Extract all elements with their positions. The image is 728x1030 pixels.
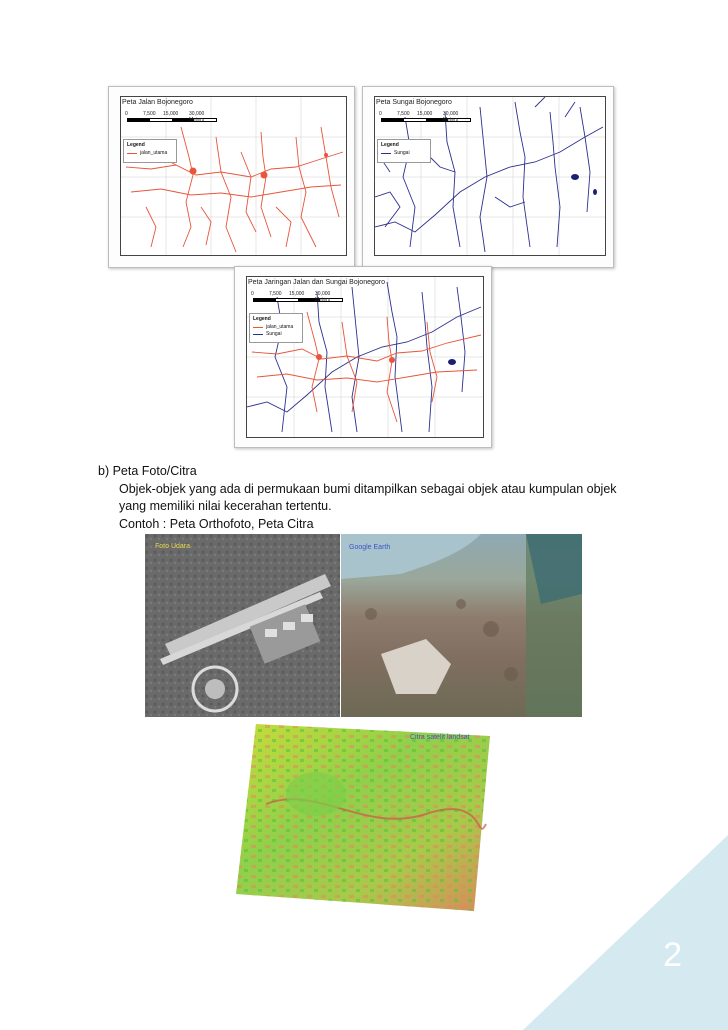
legend-item: [253, 324, 299, 330]
legend-title: Legend: [381, 142, 399, 148]
legend-item: [127, 150, 173, 156]
legend-swatch: [127, 153, 137, 154]
scale-label: 7,500: [397, 111, 410, 117]
road-map-title: Peta Jalan Bojonegoro: [122, 99, 193, 106]
google-earth-figure: [341, 534, 582, 717]
aerial-photo-label: Foto Udara: [155, 543, 191, 550]
page-number: 2: [663, 936, 682, 974]
scale-label: 7,500: [269, 291, 282, 297]
scale-label: 30,000 Meters: [315, 291, 331, 303]
scale-label: 0: [379, 111, 382, 117]
section-heading: b) Peta Foto/Citra: [98, 464, 197, 478]
scale-label: 0: [125, 111, 128, 117]
landsat-photo: [236, 724, 490, 911]
legend-swatch: [381, 153, 391, 154]
scale-label: 15,000: [289, 291, 305, 297]
landsat-figure: [236, 724, 490, 911]
legend-item: [253, 331, 299, 337]
road-map: [108, 86, 355, 268]
section-paragraph-line: Objek-objek yang ada di permukaan bumi ditampilkan sebagai objek atau kumpulan objek: [119, 481, 617, 496]
river-map-title: Peta Sungai Bojonegoro: [376, 99, 452, 106]
road-map-scale: [125, 111, 220, 125]
legend-item: [381, 150, 427, 156]
scale-label: 30,000 Meters: [443, 111, 459, 123]
google-earth-photo: [341, 534, 582, 717]
scale-label: 7,500: [143, 111, 156, 117]
aerial-photo: [145, 534, 340, 717]
section-example-line: Contoh : Peta Orthofoto, Peta Citra: [119, 516, 314, 531]
river-map: [362, 86, 614, 268]
page-corner-decoration: [523, 835, 728, 1030]
google-earth-label: Google Earth: [349, 544, 391, 551]
legend-label: Sungai: [394, 150, 410, 156]
scale-label: 0: [251, 291, 254, 297]
scale-label: 30,000 Meters: [189, 111, 205, 123]
scale-label: 15,000: [163, 111, 179, 117]
airport-figure: [145, 534, 340, 717]
legend-label: jalan_utama: [266, 324, 294, 330]
legend-title: Legend: [253, 316, 271, 322]
combined-map: [234, 266, 492, 448]
section-text: [98, 463, 617, 533]
river-map-legend: [377, 139, 431, 163]
legend-label: Sungai: [266, 331, 282, 337]
combined-map-scale: [251, 291, 346, 305]
river-map-scale: [379, 111, 474, 125]
combined-map-title: Peta Jaringan Jalan dan Sungai Bojonegoro: [248, 279, 385, 286]
legend-title: Legend: [127, 142, 145, 148]
road-map-legend: [123, 139, 177, 163]
scale-label: 15,000: [417, 111, 433, 117]
legend-swatch: [253, 334, 263, 335]
section-paragraph-line: yang memiliki nilai kecerahan tertentu.: [119, 499, 332, 513]
combined-map-legend: [249, 313, 303, 343]
legend-swatch: [253, 327, 263, 328]
legend-label: jalan_utama: [140, 150, 168, 156]
landsat-label: Citra satelit landsat: [410, 734, 470, 741]
